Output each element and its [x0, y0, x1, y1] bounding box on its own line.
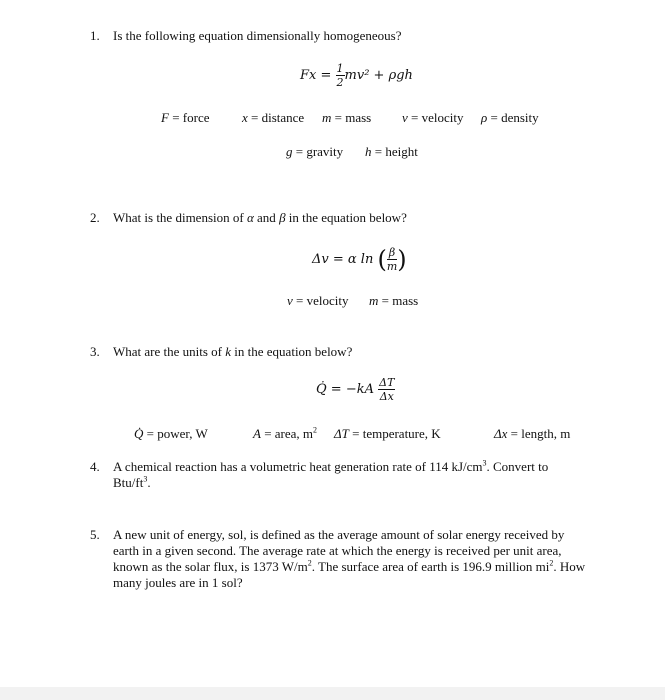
q1-var-velocity-sym: v	[402, 110, 408, 125]
q1-var-distance-def: = distance	[247, 110, 305, 125]
q1-var-gravity-sym: g	[286, 144, 293, 159]
q1-var-height-def: = height	[371, 144, 418, 159]
q3-eq-lhs: Q̇ = −kA	[316, 382, 374, 397]
q1-var-force-def: = force	[168, 110, 210, 125]
q3-equation	[316, 376, 395, 403]
q3-var-length-sym: Δx	[494, 426, 508, 441]
q3-var-temperature	[334, 426, 441, 442]
q3-var-area	[253, 426, 317, 442]
q5-number: 5.	[90, 527, 100, 542]
q3-number: 3.	[90, 344, 100, 359]
q2-eq-fraction	[387, 246, 397, 273]
q3-var-temperature-def: = temperature, K	[348, 426, 441, 441]
q3-area-superscript: 2	[313, 425, 318, 435]
q3-text-b: in the equation below?	[231, 344, 353, 359]
q2-var-mass-def: = mass	[378, 293, 419, 308]
q4-text-c: .	[147, 475, 151, 490]
q1-equation	[300, 62, 413, 89]
q5-text	[113, 527, 588, 591]
q3-text	[113, 344, 352, 360]
q5-text-c: . How many joules are in 1 sol?	[113, 559, 586, 590]
q1-var-velocity	[402, 110, 464, 126]
q2-var-mass	[369, 293, 418, 309]
q3-k-symbol: k	[225, 344, 232, 359]
q4-text	[113, 459, 588, 491]
q3-var-temperature-sym: ΔT	[334, 426, 349, 441]
q1-var-mass-sym: m	[322, 110, 332, 125]
q4-text-a: A chemical reaction has a volumetric heat generation rate of 114 kJ/cm	[113, 459, 483, 474]
q1-var-distance-sym: x	[242, 110, 248, 125]
page-bottom-edge	[0, 687, 665, 700]
q3-var-power-def: = power, W	[143, 426, 208, 441]
q1-eq-frac-den: 2	[336, 76, 344, 89]
q1-var-distance	[242, 110, 304, 126]
q1-var-force	[161, 110, 209, 126]
q2-text-b: in the equation below?	[285, 210, 407, 225]
q2-var-mass-sym: m	[369, 293, 379, 308]
q1-eq-frac-num: 1	[336, 62, 344, 75]
q3-eq-frac-den: Δx	[379, 390, 394, 403]
q1-text: Is the following equation dimensionally homogeneous?	[113, 28, 402, 43]
q2-text-a: What is the dimension of	[113, 210, 247, 225]
q1-eq-rhs: mv² + ρgh	[344, 68, 413, 83]
q5-text-b: . The surface area of earth is 196.9 million mi	[311, 559, 550, 574]
q1-var-mass-def: = mass	[331, 110, 372, 125]
q3-text-a: What are the units of	[113, 344, 226, 359]
q3-var-area-def: = area, m	[260, 426, 314, 441]
q1-var-force-sym: F	[161, 110, 169, 125]
q2-eq-paren-open: (	[377, 245, 387, 274]
q3-eq-fraction	[378, 376, 395, 403]
q2-var-velocity-def: = velocity	[292, 293, 349, 308]
q1-var-height-sym: h	[365, 144, 372, 159]
q2-alpha: α	[246, 210, 254, 225]
q3-var-length-def: = length, m	[507, 426, 571, 441]
q5-mi-superscript: 2	[549, 558, 554, 568]
q1-eq-fraction	[336, 62, 345, 89]
q2-eq-frac-num: β	[387, 246, 397, 260]
q2-text	[113, 210, 407, 226]
q2-text-and: and	[253, 210, 280, 225]
q2-eq-frac-den: m	[386, 260, 398, 273]
q2-eq-lhs: Δv = α ln	[312, 252, 374, 267]
q1-var-density	[481, 110, 539, 126]
q4-text-b: . Convert to Btu/ft	[113, 459, 549, 490]
q1-var-gravity	[286, 144, 343, 160]
q1-var-mass	[322, 110, 371, 126]
q4-ft-superscript: 3	[143, 474, 148, 484]
q2-var-velocity-sym: v	[287, 293, 293, 308]
q1-var-density-sym: ρ	[481, 110, 488, 125]
q1-var-velocity-def: = velocity	[407, 110, 464, 125]
q4-number: 4.	[90, 459, 100, 474]
q1-number: 1.	[90, 28, 100, 43]
q3-var-area-sym: A	[253, 426, 261, 441]
q2-equation	[312, 246, 407, 273]
q1-var-height	[365, 144, 418, 160]
q4-cm-superscript: 3	[482, 458, 487, 468]
q3-var-power	[134, 426, 208, 442]
q2-beta: β	[279, 210, 286, 225]
q3-var-power-sym: Q̇	[134, 426, 144, 441]
q3-eq-frac-num: ΔT	[379, 376, 395, 389]
q2-eq-paren-close: )	[397, 245, 407, 274]
q1-var-density-def: = density	[487, 110, 539, 125]
q2-number: 2.	[90, 210, 100, 225]
q5-text-a: A new unit of energy, sol, is defined as the average amount of solar energy received by earth in a given second. The average rate at which the energy is received per unit area, known as the solar flux, is 1373 W/m	[113, 527, 565, 574]
q2-var-velocity	[287, 293, 349, 309]
q5-m-superscript: 2	[307, 558, 312, 568]
q1-eq-lhs: Fx =	[300, 68, 332, 83]
q1-var-gravity-def: = gravity	[292, 144, 344, 159]
q3-var-length	[494, 426, 570, 442]
